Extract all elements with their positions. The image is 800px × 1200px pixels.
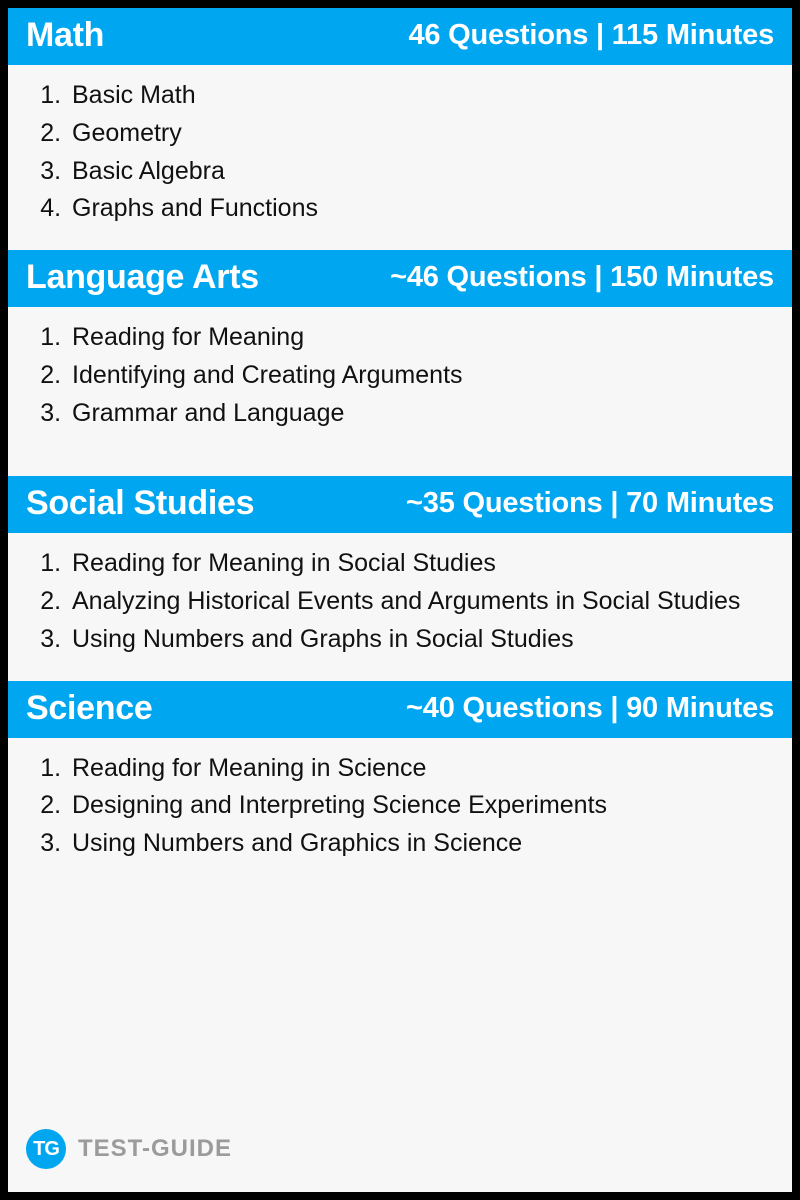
- list-item: 4. Graphs and Functions: [68, 192, 774, 226]
- section-science: [8, 681, 792, 881]
- section-title: Language Arts: [26, 258, 259, 296]
- section-body-science: [8, 738, 792, 881]
- list-item: 3. Using Numbers and Graphs in Social Studies: [68, 623, 774, 657]
- section-math: [8, 8, 792, 246]
- section-language-arts: [8, 250, 792, 450]
- section-title: Social Studies: [26, 484, 255, 523]
- section-header-language-arts: [8, 250, 792, 307]
- section-meta: ~35 Questions | 70 Minutes: [406, 487, 774, 520]
- section-title: Math: [26, 16, 105, 54]
- list-item: 2. Analyzing Historical Events and Arguments in Social Studies: [68, 585, 774, 619]
- topic-list: [26, 547, 774, 656]
- test-guide-logo-icon: [26, 1129, 66, 1169]
- section-meta: ~46 Questions | 150 Minutes: [390, 261, 774, 293]
- section-header-math: [8, 8, 792, 65]
- list-item: 1. Reading for Meaning in Social Studies: [68, 547, 774, 581]
- section-meta: ~40 Questions | 90 Minutes: [406, 691, 774, 724]
- topic-list: [26, 321, 774, 430]
- section-body-language-arts: [8, 307, 792, 450]
- logo-glyph: TG: [33, 1138, 59, 1160]
- list-item: 3. Basic Algebra: [68, 155, 774, 189]
- list-item: 2. Identifying and Creating Arguments: [68, 359, 774, 393]
- logo-wordmark: TEST-GUIDE: [78, 1135, 233, 1162]
- section-header-science: [8, 681, 792, 738]
- topic-list: [26, 79, 774, 226]
- section-social-studies: [8, 476, 792, 676]
- footer-branding: [8, 1106, 792, 1192]
- list-item: 1. Reading for Meaning: [68, 321, 774, 355]
- list-item: 2. Geometry: [68, 117, 774, 151]
- list-item: 1. Reading for Meaning in Science: [68, 752, 774, 786]
- section-title: Science: [26, 688, 153, 727]
- list-item: 3. Grammar and Language: [68, 397, 774, 431]
- section-divider: [8, 450, 792, 476]
- topic-list: [26, 752, 774, 861]
- section-body-social-studies: [8, 533, 792, 676]
- section-meta: 46 Questions | 115 Minutes: [408, 19, 774, 51]
- section-header-social-studies: [8, 476, 792, 533]
- list-item: 3. Using Numbers and Graphics in Science: [68, 827, 774, 861]
- infographic-page: [8, 8, 792, 1192]
- list-item: 1. Basic Math: [68, 79, 774, 113]
- list-item: 2. Designing and Interpreting Science Experiments: [68, 789, 774, 823]
- section-body-math: [8, 65, 792, 246]
